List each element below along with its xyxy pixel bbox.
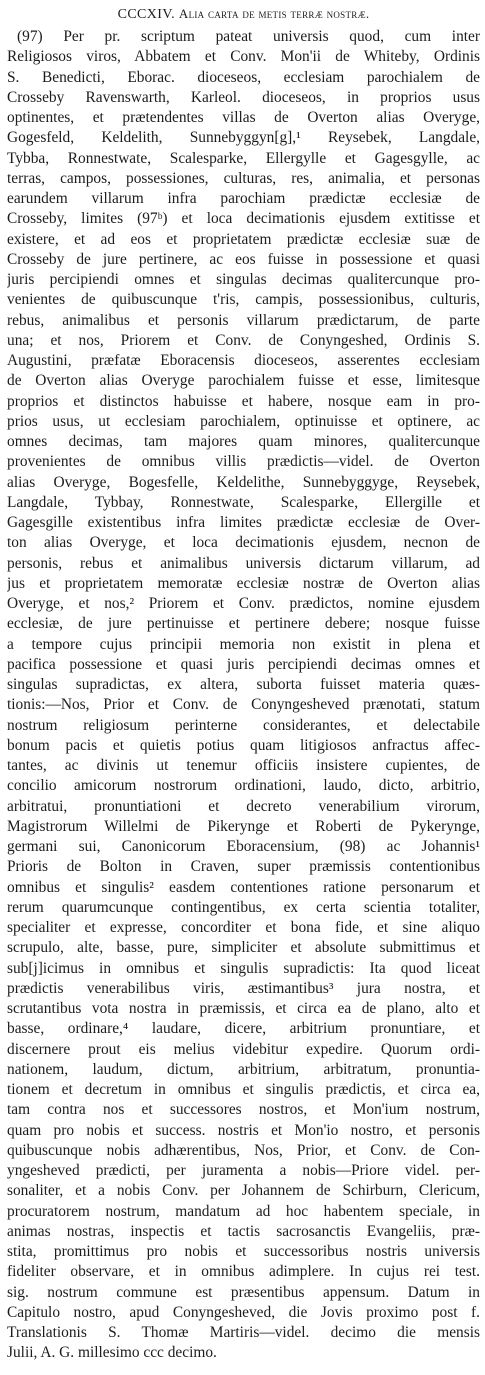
text-line: bonum pacis et quietis potius quam litigiosos anfractus affec- [7,736,480,754]
text-line: nationem, laudum, dictum, arbitrium, arbitratum, pronuntia- [7,1060,480,1078]
text-line: proprios et distinctos habuisse et habere, nosque eam in pro- [7,392,480,410]
text-line: basse, ordinare,⁴ laudare, dicere, arbitrium pronuntiare, et [7,1020,480,1038]
text-line: Julii, A. G. millesimo ccc decimo. [7,1344,217,1362]
text-line: personis, rebus et animalibus universis dictarum villarum, ad [7,554,480,572]
text-line: (97) Per pr. scriptum pateat universis quod, cum inter [17,28,480,45]
text-line: tionis:—Nos, Prior et Conv. de Conyngesheved prænotati, statum [7,696,480,714]
text-line: jus et proprietatem memoratæ ecclesiæ nostræ de Overton alias [7,574,480,592]
text-line: Religiosos viros, Abbatem et Conv. Mon'ii de Whiteby, Ordinis [7,48,480,66]
text-line: Magistrorum Willelmi de Pikerynge et Roberti de Pykerynge, [7,817,480,835]
text-line: Overyge, et nos,² Priorem et Conv. prædictos, nomine ejusdem [7,595,480,612]
text-line: Augustini, præfatæ Eboracensis dioceseos, asserentes ecclesiam [7,352,480,369]
text-line: tantes, ac divinis ut tenemur officiis insistere cupientes, de [7,757,480,774]
text-line: nostrum religiosum perinterne considerantes, et delectabile [7,716,480,734]
text-line: scrutantibus vota nostra in præmissis, et circa ea de plano, alto et [7,1000,480,1017]
text-line: tam contra nos et successores nostros, et Mon'ium nostrum, [7,1101,480,1119]
text-line: omnibus et singulis² easdem contentiones ratione personarum et [7,878,480,896]
text-line: prios usus, ut ecclesiam parochialem, optinuisse et optinere, ac [7,412,480,430]
text-line: singulas supradictas, ex altera, suborta fuisset materia quæs- [7,676,480,693]
text-line: Translationis S. Thomæ Martiris—videl. decimo die mensis [7,1324,480,1341]
charter-body-text [7,27,480,1364]
text-line: sub[j]icimus in omnibus et singulis supradictis: Ita quod liceat [7,959,480,977]
text-line: Capitulo nostro, apud Conyngesheved, die Jovis proximo post f. [7,1303,480,1321]
text-line: alias Overyge, Bogesfelle, Keldelithe, Sunnebyggyge, Reysebek, [7,473,480,491]
text-line: procuratorem nostrum, mandatum ad hoc habentem speciale, in [7,1202,480,1220]
text-line: rerum quarumcunque contingentibus, ex certa scientia totaliter, [7,898,480,916]
text-line: quam pro nobis et success. nostris et Mon'io nostro, et personis [7,1121,480,1139]
charter-title: Alia carta de metis terræ nostræ. [178,6,370,21]
text-line: animas nostras, inspectis et tactis sacrosanctis Evangeliis, præ- [7,1222,480,1240]
text-line: Prioris de Bolton in Craven, super præmissis contentionibus [7,858,480,876]
text-line: discernere prout eis melius videbitur expedire. Quorum ordi- [7,1040,480,1058]
text-line: rebus, animalibus et personis villarum prædictarum, de parte [7,311,480,329]
text-line: tionem et decretum in omnibus et singulis prædictis, et circa ea, [7,1081,480,1098]
charter-heading [7,6,480,23]
text-line: arbitratui, pronuntiationi et decreto venerabilium virorum, [7,797,480,815]
text-line: optinentes, et prætendentes villas de Overton alias Overyge, [7,109,480,126]
text-line: concilio amicorum nostrorum ordinationi, laudo, dicto, arbitrio, [7,777,480,795]
text-line: Crosseby de jure pertinere, ac eos fuisse in possessione et quasi [7,250,480,268]
text-line: de Overton alias Overyge parochialem fuisse et esse, limitesque [7,372,480,390]
text-line: Crosseby, limites (97ᵇ) et loca decimationis ejusdem extitisse et [7,210,480,228]
charter-numeral: CCCXIV. [117,7,175,22]
text-line: ecclesiæ, de jure pertinuisse et pertinere debere; nosque fuisse [7,615,480,633]
text-line: Gogesfeld, Keldelith, Sunnebyggyn[g],¹ Reysebek, Langdale, [7,129,480,147]
text-line: specialiter et expresse, concorditer et bona fide, et sine aliquo [7,919,480,936]
text-line: una; et nos, Priorem et Conv. de Conyngeshed, Ordinis S. [7,331,480,349]
text-line: earundem villarum infra parochiam prædictæ ecclesiæ de [7,190,480,207]
text-line: prædictis venerabilibus viris, æstimantibus³ jura nostra, et [7,979,480,997]
text-line: Gagesgille existentibus infra limites prædictæ ecclesiæ de Over- [7,514,480,531]
text-line: scrupulo, alte, basse, pure, simpliciter et absolute submittimus et [7,939,480,957]
text-line: quibuscunque nobis adhærentibus, Nos, Prior, et Conv. de Con- [7,1141,480,1159]
text-line: provenientes de omnibus villis prædictis—videl. de Overton [7,453,480,471]
text-line: Langdale, Tybbay, Ronnestwate, Scalesparke, Ellergille et [7,493,480,511]
text-line: venientes de quibuscunque t'ris, campis, possessionibus, culturis, [7,291,480,309]
text-line: S. Benedicti, Eborac. dioceseos, ecclesiam parochialem de [7,68,480,86]
text-line: juris percipiendi omnes et singulas decimas qualitercunque pro- [7,271,480,288]
text-line: sonaliter, et a nobis Conv. per Johannem de Schirburn, Clericum, [7,1182,480,1200]
text-line: fideliter observare, et in omnibus adimplere. In cujus rei test. [7,1263,480,1281]
text-line: pacifica possessione et quasi juris percipiendi decimas omnes et [7,655,480,673]
text-line: Crosseby Ravenswarth, Karleol. dioceseos, in proprios usus [7,88,480,106]
text-line: sig. nostrum commune est præsentibus appensum. Datum in [7,1283,480,1301]
text-line: stita, promittimus pro nobis et successoribus nostris universis [7,1243,480,1260]
text-line: yngesheved prædicti, per juramenta a nobis—Priore videl. per- [7,1162,480,1179]
text-line: existere, et ad eos et proprietatem prædictæ ecclesiæ suæ de [7,230,480,248]
text-line: germani sui, Canonicorum Eboracensium, (98) ac Johannis¹ [7,838,480,855]
text-line: terras, campos, possessiones, culturas, res, animalia, et personas [7,169,480,187]
text-line: ton alias Overyge, et loca decimationis ejusdem, necnon de [7,534,480,552]
text-line: omnes decimas, tam majores quam minores, qualitercunque [7,433,480,450]
text-line: a tempore cujus principii memoria non existit in plena et [7,635,480,653]
text-line: Tybba, Ronnestwate, Scalesparke, Ellergylle et Gagesgylle, ac [7,149,480,167]
